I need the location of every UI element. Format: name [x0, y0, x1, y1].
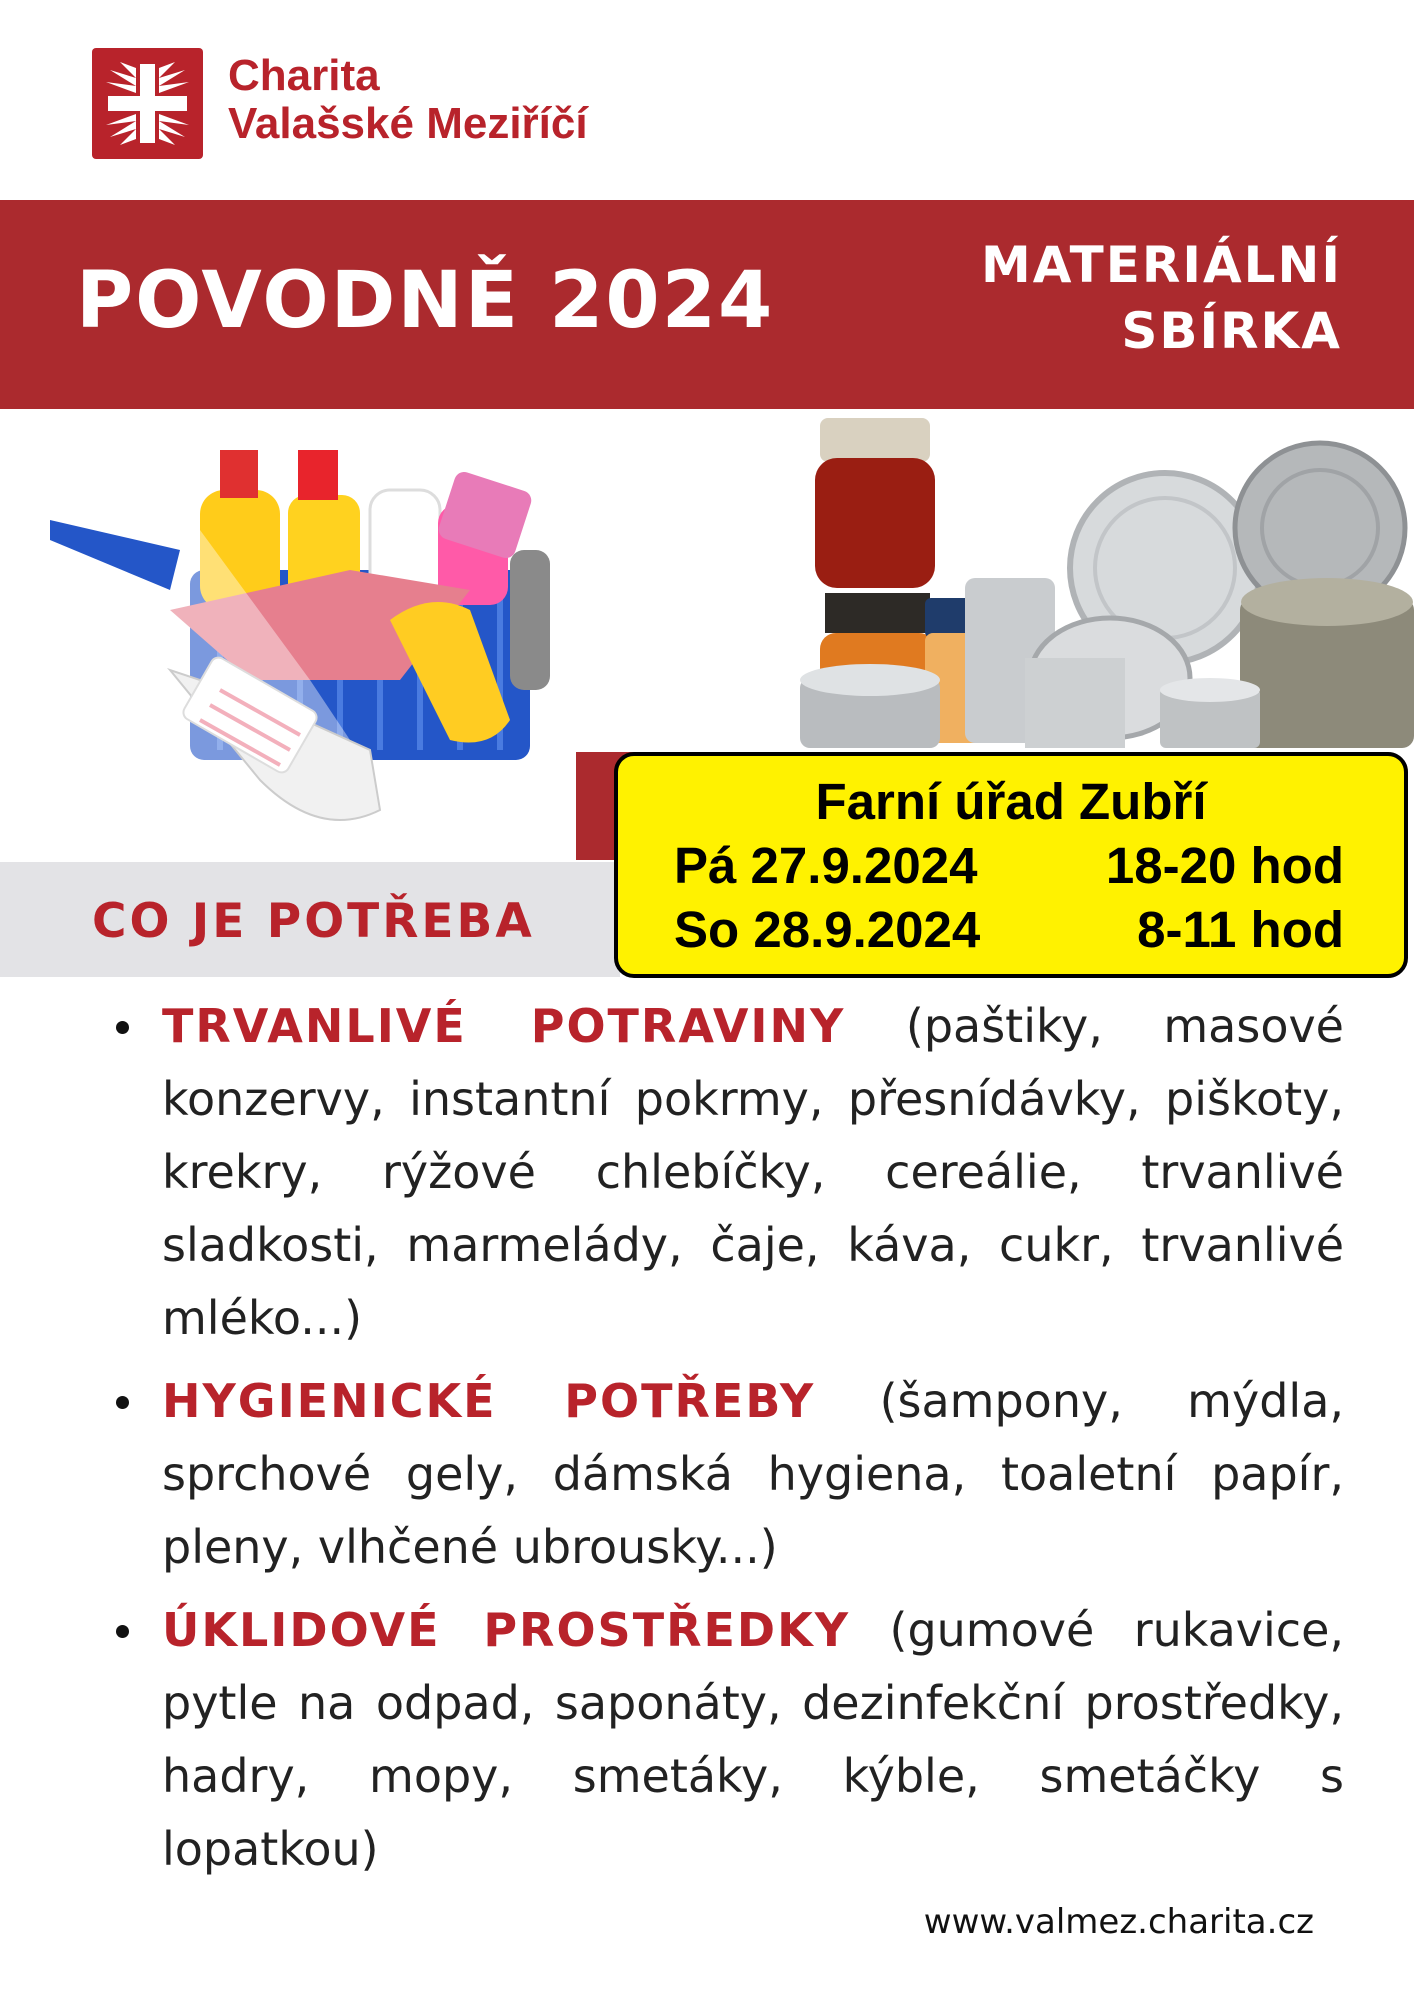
cleaning-supplies-image: [50, 420, 650, 860]
collection-info-box: [614, 752, 1408, 978]
item-category: HYGIENICKÉ POTŘEBY: [162, 1374, 816, 1428]
collection-place: Farní úřad Zubří: [815, 773, 1207, 830]
bullet-icon: [116, 1396, 129, 1409]
website-link[interactable]: www.valmez.charita.cz: [923, 1902, 1314, 1942]
subtitle-line-1: MATERIÁLNÍ: [981, 236, 1342, 294]
list-item: [116, 1365, 1344, 1584]
item-details: (paštiky, masové konzervy, instantní pokrmy, přesnídávky, piškoty, krekry, rýžové chlebíčky, cereálie, trvanlivé sladkosti, marmelády, čaje, káva, cukr, trvanlivé mléko...): [162, 999, 1344, 1345]
collection-time: 18-20 hod: [1105, 837, 1344, 894]
item-category: ÚKLIDOVÉ PROSTŘEDKY: [162, 1603, 851, 1657]
collection-row: [674, 836, 1344, 895]
bullet-icon: [116, 1021, 129, 1034]
list-item: [116, 1594, 1344, 1886]
logo-line-2: Valašské Meziříčí: [228, 99, 588, 148]
collection-date: So 28.9.2024: [674, 901, 981, 958]
charita-logo: [92, 48, 203, 159]
item-details: (šampony, mýdla, sprchové gely, dámská hygiena, toaletní papír, pleny, vlhčené ubrousky...): [162, 1374, 1345, 1574]
bullet-icon: [116, 1625, 129, 1638]
banner-subtitle: [981, 232, 1342, 364]
item-category: TRVANLIVÉ POTRAVINY: [162, 999, 846, 1053]
collection-row: [674, 900, 1344, 959]
list-item: [116, 990, 1344, 1355]
charita-cross-icon: [92, 48, 203, 159]
needed-items-list: [116, 990, 1344, 1896]
banner-title: POVODNĚ 2024: [76, 256, 775, 346]
collection-time: 8-11 hod: [1137, 901, 1344, 958]
canned-food-image: [780, 418, 1414, 748]
subtitle-line-2: SBÍRKA: [1121, 302, 1342, 360]
logo-line-1: Charita: [228, 51, 380, 100]
collection-date: Pá 27.9.2024: [674, 837, 978, 894]
organization-name: [228, 52, 588, 148]
section-label: CO JE POTŘEBA: [92, 894, 535, 949]
item-details: (gumové rukavice, pytle na odpad, saponáty, dezinfekční prostředky, hadry, mopy, smetáky, kýble, smetáčky s lopatkou): [162, 1603, 1344, 1876]
